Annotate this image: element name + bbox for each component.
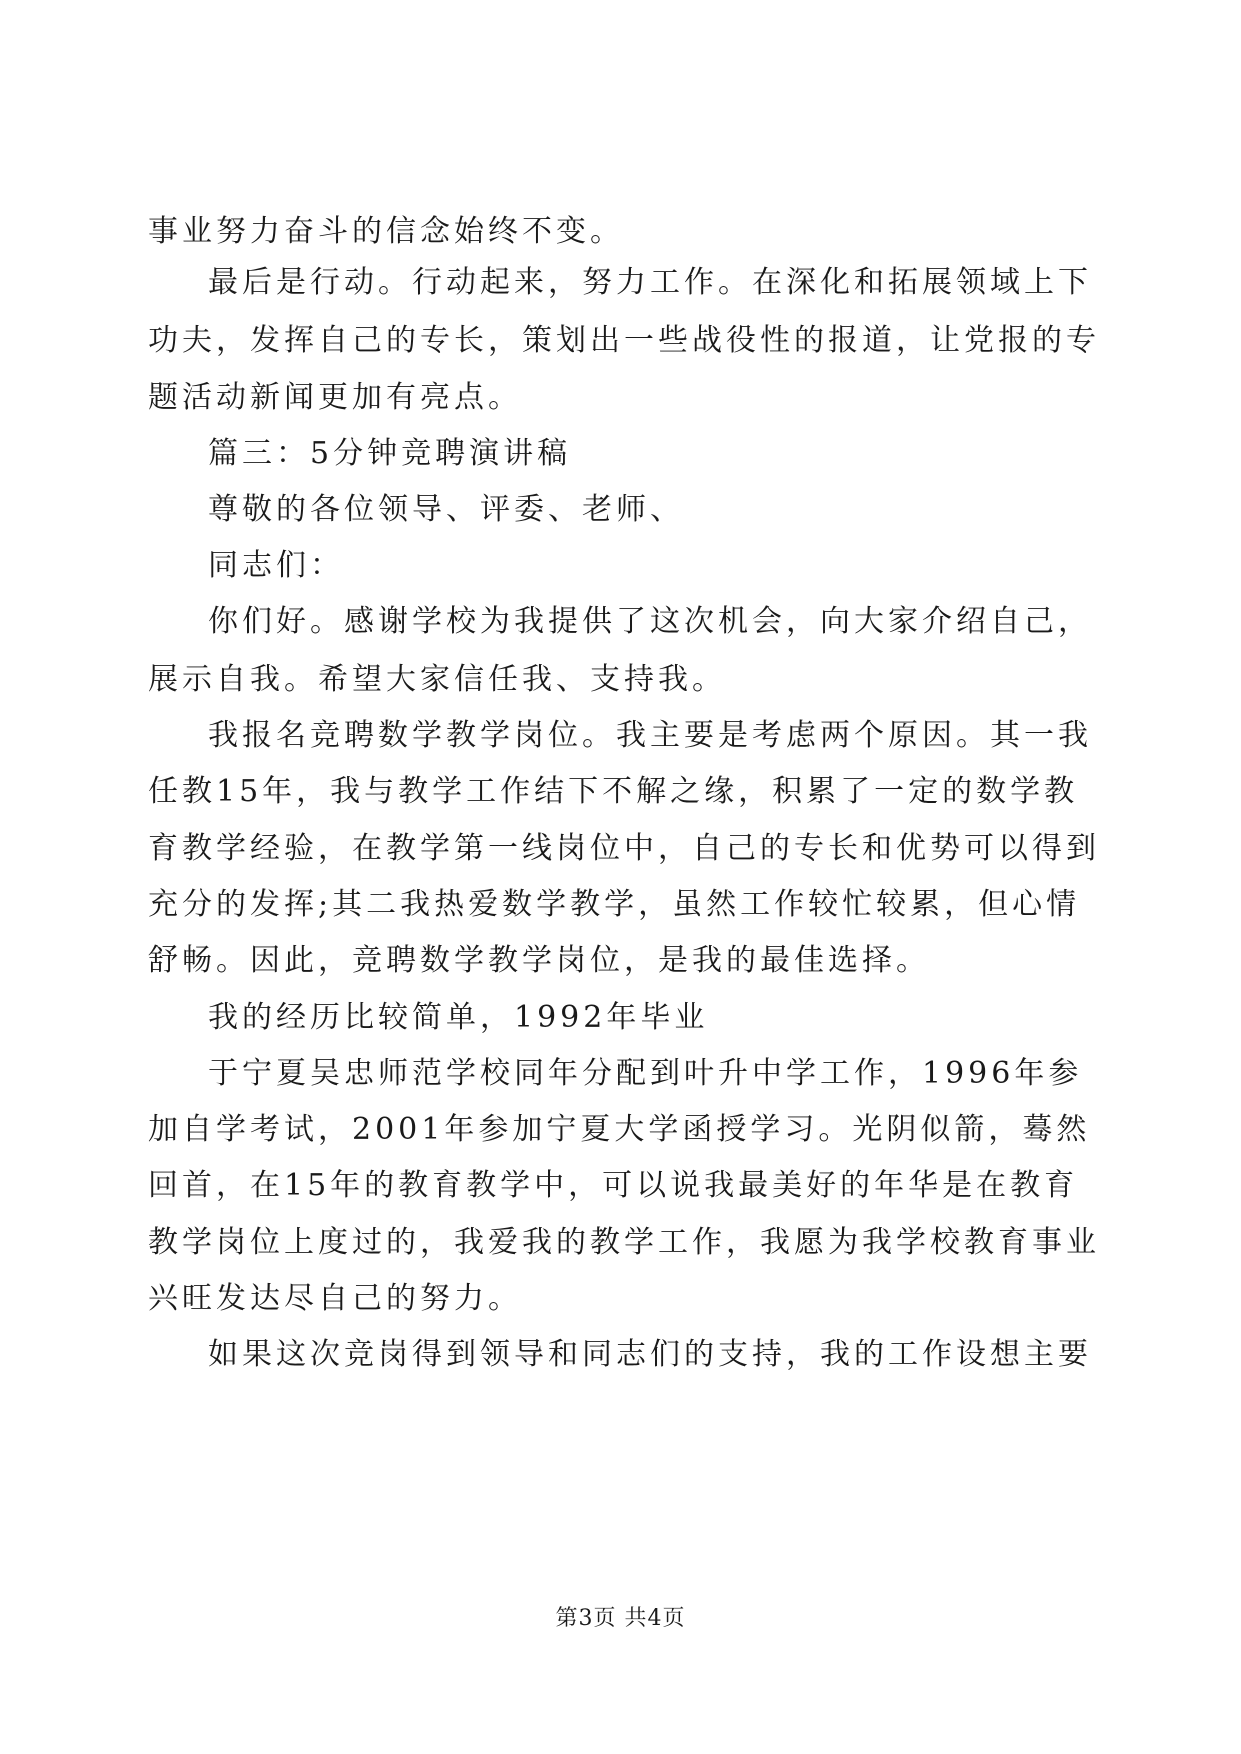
text-line: 育教学经验，在教学第一线岗位中，自己的专长和优势可以得到 <box>148 831 1100 866</box>
text-line: 功夫，发挥自己的专长，策划出一些战役性的报道，让党报的专 <box>148 323 1100 358</box>
paragraph-first-line: 我报名竞聘数学教学岗位。我主要是考虑两个原因。其一我 <box>208 718 1092 753</box>
salutation-line: 同志们： <box>208 548 344 583</box>
paragraph-first-line: 我的经历比较简单，1992年毕业 <box>208 1000 709 1035</box>
text-line: 题活动新闻更加有亮点。 <box>148 380 522 415</box>
paragraph-first-line: 你们好。感谢学校为我提供了这次机会，向大家介绍自己， <box>208 604 1092 639</box>
paragraph-first-line: 于宁夏吴忠师范学校同年分配到叶升中学工作，1996年参 <box>208 1056 1083 1091</box>
text-line: 舒畅。因此，竞聘数学教学岗位，是我的最佳选择。 <box>148 943 930 978</box>
text-line: 展示自我。希望大家信任我、支持我。 <box>148 662 726 697</box>
text-line: 兴旺发达尽自己的努力。 <box>148 1281 522 1316</box>
salutation-line: 尊敬的各位领导、评委、老师、 <box>208 492 684 527</box>
text-line: 任教15年，我与教学工作结下不解之缘，积累了一定的数学教 <box>148 774 1079 809</box>
text-line: 充分的发挥;其二我热爱数学教学，虽然工作较忙较累，但心情 <box>148 887 1081 922</box>
text-line: 回首，在15年的教育教学中，可以说我最美好的年华是在教育 <box>148 1168 1079 1203</box>
text-line: 加自学考试，2001年参加宁夏大学函授学习。光阴似箭，蓦然 <box>148 1112 1091 1147</box>
page-footer: 第3页 共4页 <box>555 1606 686 1631</box>
text-line: 事业努力奋斗的信念始终不变。 <box>148 214 624 249</box>
paragraph-first-line: 最后是行动。行动起来，努力工作。在深化和拓展领域上下 <box>208 265 1092 300</box>
paragraph-first-line: 如果这次竞岗得到领导和同志们的支持，我的工作设想主要 <box>208 1337 1092 1372</box>
text-line: 教学岗位上度过的，我爱我的教学工作，我愿为我学校教育事业 <box>148 1225 1100 1260</box>
section-heading: 篇三：5分钟竞聘演讲稿 <box>208 436 572 471</box>
